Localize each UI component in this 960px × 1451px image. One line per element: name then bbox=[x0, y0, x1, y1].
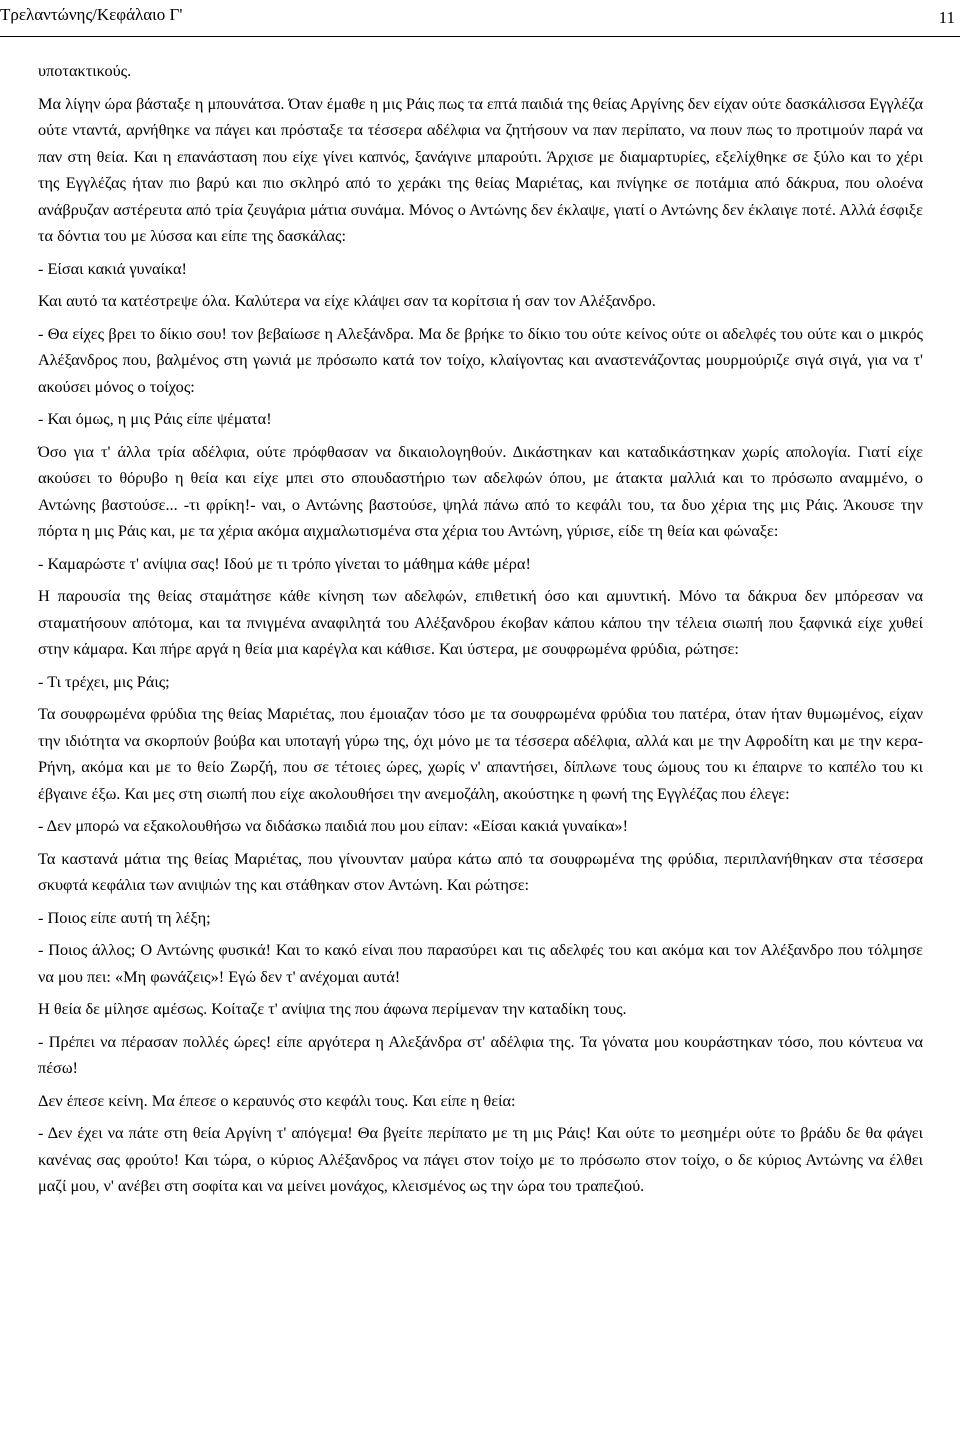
paragraph: - Καμαρώστε τ' ανίψια σας! Ιδού με τι τρόπο γίνεται το μάθημα κάθε μέρα! bbox=[38, 553, 531, 573]
paragraph: Τα καστανά μάτια της θείας Μαριέτας, που γίνουνταν μαύρα κάτω από τα σουφρωμένα της φρύδια, περιπλανήθηκαν στα τέσσερα σκυφτά κεφάλια των ανιψιών της και στάθηκαν στον Αντώνη. Και ρώτησε: bbox=[38, 848, 923, 894]
paragraph: - Πρέπει να πέρασαν πολλές ώρες! είπε αργότερα η Αλεξάνδρα στ' αδέλφια της. Τα γόνατα μου κουράστηκαν τόσο, που κόντευα να πέσω! bbox=[38, 1031, 923, 1077]
paragraph: Και αυτό τα κατέστρεψε όλα. Καλύτερα να είχε κλάψει σαν τα κορίτσια ή σαν τον Αλέξανδρο. bbox=[38, 291, 656, 310]
paragraph: Η παρουσία της θείας σταμάτησε κάθε κίνηση των αδελφών, επιθετική όσο και αμυντική. Μόνο τα δάκρυα δεν μπόρεσαν να σταματήσουν απότομα, και τα πνιγμένα αναφιλητά του Αλέξανδρου έκοβαν κάπου κάπου την τέλεια σιωπή που ξαφνικά είχε χυθεί στην κάμαρα. Και πήρε αργά η θεία μια καρέγλα και κάθισε. Και ύστερα, με σουφρωμένα φρύδια, ρώτησε: bbox=[38, 586, 923, 658]
paragraph: - Και όμως, η μις Ράις είπε ψέματα! bbox=[38, 409, 272, 428]
paragraph: Όσο για τ' άλλα τρία αδέλφια, ούτε πρόφθασαν να δικαιολογηθούν. Δικάστηκαν και καταδικάστηκαν χωρίς απολογία. Γιατί είχε ακούσει το θόρυβο η θεία και είχε μπει στο σπουδαστήριο των αδελφών όπου, με άτακτα μαλλιά και το πρόσωπο αναμμένο, ο Αντώνης βαστούσε... -τι φρίκη!- ναι, ο Αντώνης βαστούσε, ψηλά πάνω από το κεφάλι του, τα δυο χέρια της μις Ράις. Άκουσε την πόρτα η μις Ράις και, με τα χέρια ακόμα αιχμαλωτισμένα στα χέρια του Αντώνη, γύρισε, είδε τη θεία και φώναξε: bbox=[38, 441, 923, 540]
paragraph: - Ποιος άλλος; Ο Αντώνης φυσικά! Και το κακό είναι που παρασύρει και τις αδελφές του και ακόμα και τον Αλέξανδρο που τόλμησε να μου πει: «Μη φωνάζεις»! Εγώ δεν τ' ανέχομαι αυτά! bbox=[38, 940, 923, 986]
body-text bbox=[38, 58, 923, 1206]
paragraph: Δεν έπεσε κείνη. Μα έπεσε ο κεραυνός στο κεφάλι τους. Και είπε η θεία: bbox=[38, 1090, 516, 1110]
paragraph: - Τι τρέχει, μις Ράις; bbox=[38, 671, 170, 691]
paragraph: - Ποιος είπε αυτή τη λέξη; bbox=[38, 907, 211, 927]
page-number: 11 bbox=[938, 8, 955, 27]
paragraph: - Δεν μπορώ να εξακολουθήσω να διδάσκω παιδιά που μου είπαν: «Είσαι κακιά γυναίκα»! bbox=[38, 816, 628, 835]
paragraph: Μα λίγην ώρα βάσταξε η μπουνάτσα. Όταν έμαθε η μις Ράις πως τα επτά παιδιά της θείας Αργίνης δεν είχαν ούτε δασκάλισσα Εγγλέζα ούτε νταντά, αρνήθηκε να πάγει και πρόσταξε τα τέσσερα αδέλφια να ζητήσουν να παν περίπατο, να πουν πως το προτιμούν παρά να παν στη θεία. Και η επανάσταση που είχε γίνει καπνός, ξανάγινε μπαρούτι. Άρχισε με διαμαρτυρίες, εξελίχθηκε σε ξύλο και το χέρι της Εγγλέζας ήταν πιο βαρύ και πιο σκληρό από το χεράκι της θείας Μαριέτας, και πνίγηκε σε ποτάμια από δάκρυα, που ολοένα ανάβρυζαν αστέρευτα από τρία ζευγάρια μάτια συνάμα. Μόνος ο Αντώνης δεν έκλαψε, γιατί ο Αντώνης δεν έκλαιγε ποτέ. Αλλά έσφιξε τα δόντια του με λύσσα και είπε της δασκάλας: bbox=[38, 93, 923, 245]
page-header bbox=[0, 0, 960, 36]
paragraph: Τα σουφρωμένα φρύδια της θείας Μαριέτας, που έμοιαζαν τόσο με τα σουφρωμένα φρύδια του πατέρα, όταν ήταν θυμωμένος, είχαν την ιδιότητα να σκορπούν βούβα και υποταγή γύρω της, όχι μόνο με τα τέσσερα αδέλφια, αλλά και με την Αφροδίτη και με την κερα-Ρήνη, ακόμα και με το θείο Ζωρζή, που σε τέτοιες ώρες, χωρίς ν' απαντήσει, δίπλωνε τους ώμους του κι έπαιρνε το καπέλο του κι έβγαινε έξω. Και μες στη σιωπή που είχε ακολουθήσει την ανεμοζάλη, ακούστηκε η φωνή της Εγγλέζας που έλεγε: bbox=[38, 704, 923, 803]
paragraph: Η θεία δε μίλησε αμέσως. Κοίταζε τ' ανίψια της που άφωνα περίμεναν την καταδίκη τους. bbox=[38, 999, 627, 1018]
paragraph: - Θα είχες βρει το δίκιο σου! τον βεβαίωσε η Αλεξάνδρα. Μα δε βρήκε το δίκιο του ούτε κείνος ούτε οι αδελφές του ούτε και ο μικρός Αλέξανδρος που, βαλμένος στη γωνιά με πρόσωπο κατά τον τοίχο, κλαίγοντας και αναστενάζοντας μουρμούριζε σιγά σιγά, για να τ' ακούσει μόνος ο τοίχος: bbox=[38, 323, 923, 396]
header-divider bbox=[0, 36, 960, 37]
running-title: Τρελαντώνης/Κεφάλαιο Γ' bbox=[0, 5, 183, 24]
paragraph: - Είσαι κακιά γυναίκα! bbox=[38, 258, 187, 278]
paragraph: - Δεν έχει να πάτε στη θεία Αργίνη τ' απόγεμα! Θα βγείτε περίπατο με τη μις Ράις! Και ούτε το μεσημέρι ούτε το βράδυ δε θα φάγει κανένας σας φρούτο! Και τώρα, ο κύριος Αλέξανδρος να πάγει στον τοίχο με το πρόσωπο στον τοίχο, ο δε κύριος Αντώνης να έλθει μαζί μου, ν' ανέβει στη σοφίτα και να μείνει μονάχος, κλεισμένος ως την ώρα του τραπεζιού. bbox=[38, 1123, 923, 1195]
paragraph: υποτακτικούς. bbox=[38, 61, 132, 80]
